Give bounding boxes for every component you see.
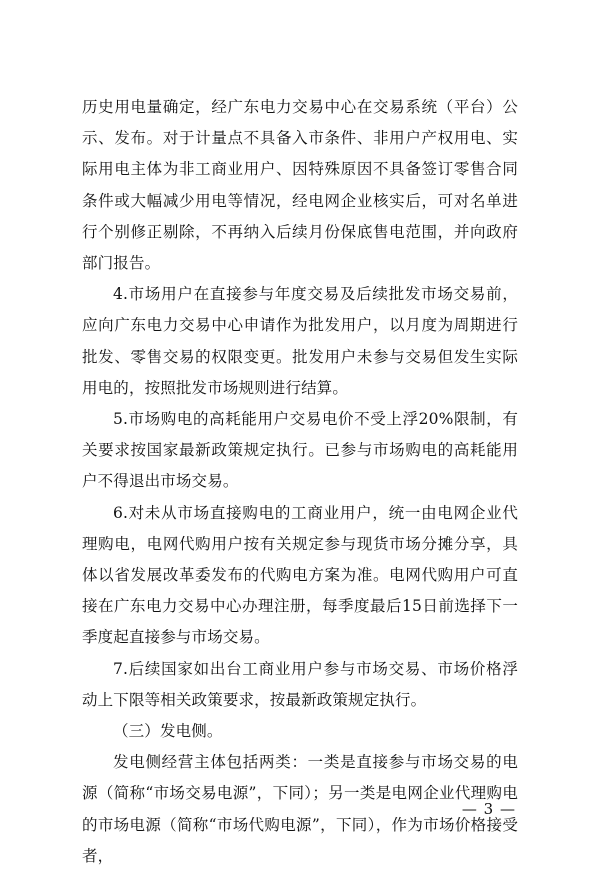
paragraph-item-5: 5.市场购电的高耗能用户交易电价不受上浮20%限制，有关要求按国家最新政策规定执行。已参与市场购电的高耗能用户不得退出市场交易。: [82, 410, 518, 491]
paragraph-generation-side: 发电侧经营主体包括两类：一类是直接参与市场交易的电源（简称“市场交易电源”，下同）；另一类是电网企业代理购电的市场电源（简称“市场代购电源”，下同），作为市场价格接受者，: [82, 753, 518, 865]
section-heading-generation-side: （三）发电侧。: [113, 722, 223, 741]
page-number: — 3 —: [461, 800, 516, 818]
paragraph-item-4: 4.市场用户在直接参与年度交易及后续批发市场交易前，应向广东电力交易中心申请作为批发用户，以月度为周期进行批发、零售交易的权限变更。批发用户未参与交易但发生实际用电的，按照批发市场规则进行结算。: [82, 285, 518, 397]
document-body: [82, 92, 518, 872]
paragraph-continuation: 历史用电量确定，经广东电力交易中心在交易系统（平台）公示、发布。对于计量点不具备入市条件、非用户产权用电、实际用电主体为非工商业用户、因特殊原因不具备签订零售合同条件或大幅减少用电等情况，经电网企业核实后，可对名单进行个别修正剔除，不再纳入后续月份保底售电范围，并向政府部门报告。: [82, 98, 518, 273]
paragraph-item-7: 7.后续国家如出台工商业用户参与市场交易、市场价格浮动上下限等相关政策要求，按最新政策规定执行。: [82, 659, 518, 709]
paragraph-item-6: 6.对未从市场直接购电的工商业用户，统一由电网企业代理购电，电网代购用户按有关规定参与现货市场分摊分享，具体以省发展改革委发布的代购电方案为准。电网代购用户可直接在广东电力交易中心办理注册，每季度最后15日前选择下一季度起直接参与市场交易。: [82, 503, 518, 647]
